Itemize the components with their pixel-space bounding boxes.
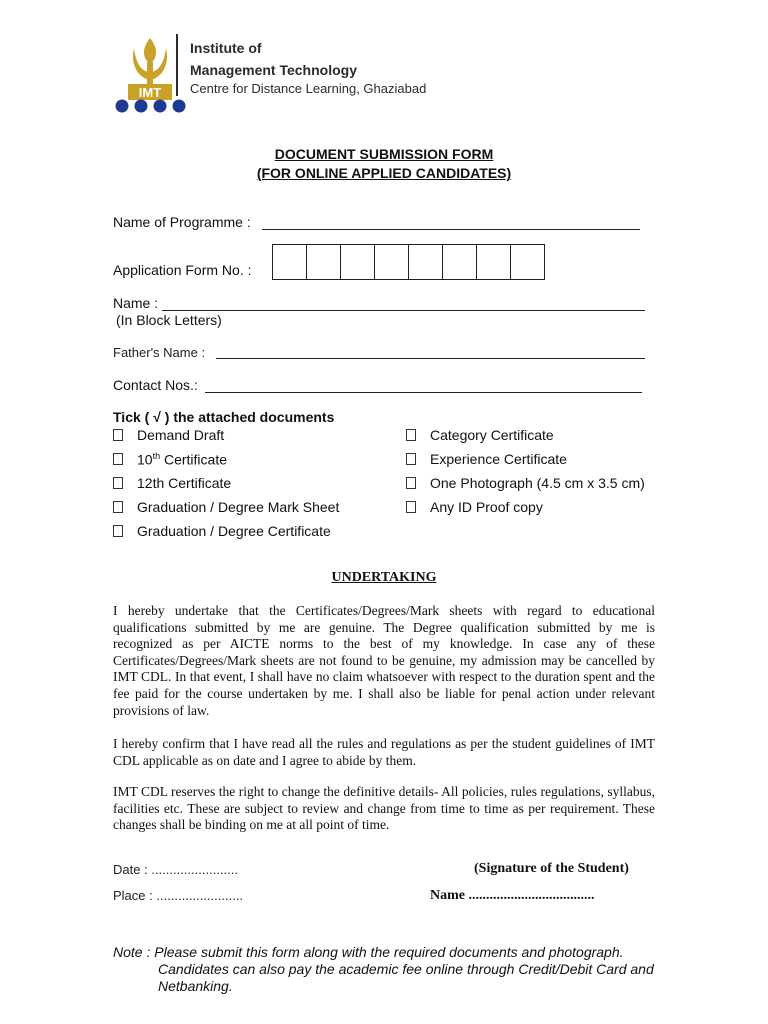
application-digit-box[interactable] bbox=[511, 245, 544, 279]
undertaking-paragraph-2: I hereby confirm that I have read all the rules and regulations as per the student guidelines of IMT CDL applicable as on date and I agree to abide by them. bbox=[113, 736, 655, 768]
name-label: Name : bbox=[113, 295, 159, 311]
checkbox-icon[interactable] bbox=[406, 477, 416, 489]
application-digit-box[interactable] bbox=[273, 245, 307, 279]
checkbox-demand-draft[interactable] bbox=[113, 427, 224, 443]
application-digit-box[interactable] bbox=[341, 245, 375, 279]
checklist-heading: Tick ( √ ) the attached documents bbox=[113, 409, 335, 425]
application-number-boxes bbox=[272, 244, 545, 280]
checkbox-12th-certificate[interactable] bbox=[113, 475, 231, 491]
checkbox-degree-certificate[interactable] bbox=[113, 523, 331, 539]
father-name-label: Father's Name : bbox=[113, 345, 206, 360]
contact-label: Contact Nos.: bbox=[113, 377, 198, 393]
logo-dot-icon bbox=[135, 100, 148, 113]
checkbox-mark-sheet[interactable] bbox=[113, 499, 339, 515]
logo-dots bbox=[114, 98, 190, 114]
name-field[interactable] bbox=[162, 310, 645, 311]
application-digit-box[interactable] bbox=[307, 245, 341, 279]
checkbox-label: 12th Certificate bbox=[137, 475, 232, 491]
logo-emblem-icon bbox=[120, 34, 180, 104]
checkbox-label: Graduation / Degree Certificate bbox=[137, 523, 331, 539]
undertaking-paragraph-3: IMT CDL reserves the right to change the definitive details- All policies, rules regulations, syllabus, facilities etc. These are subject to review and change from time to time as per requirement. These changes shall be binding on me at all point of time. bbox=[113, 784, 655, 833]
form-title: DOCUMENT SUBMISSION FORM bbox=[274, 146, 494, 162]
checkbox-label: Category Certificate bbox=[430, 427, 554, 443]
checkbox-label: One Photograph (4.5 cm x 3.5 cm) bbox=[430, 475, 645, 491]
checkbox-icon[interactable] bbox=[113, 477, 123, 489]
application-label: Application Form No. : bbox=[113, 262, 252, 278]
programme-label: Name of Programme : bbox=[113, 214, 251, 230]
undertaking-paragraph-1: I hereby undertake that the Certificates/Degrees/Mark sheets with regard to educational qualifications submitted by me are genuine. The Degree qualification submitted by me is recognized as per AICTE norms to the best of my knowledge. In case any of these Certificates/Degrees/Mark sheets are not found to be genuine, my admission may be cancelled by IMT CDL. In that event, I shall have no claim whatsoever with respect to the duration spent and the fee paid for the course undertaken by me. I shall also be liable for penal action under relevant provisions of law. bbox=[113, 603, 655, 718]
application-digit-box[interactable] bbox=[409, 245, 443, 279]
checkbox-label: Any ID Proof copy bbox=[430, 499, 543, 515]
note-line-2: Candidates can also pay the academic fee online through Credit/Debit Card and bbox=[158, 961, 654, 977]
checkbox-icon[interactable] bbox=[113, 525, 123, 537]
checkbox-icon[interactable] bbox=[406, 453, 416, 465]
checkbox-label: Demand Draft bbox=[137, 427, 225, 443]
application-digit-box[interactable] bbox=[443, 245, 477, 279]
signature-label: (Signature of the Student) bbox=[474, 861, 629, 876]
checkbox-icon[interactable] bbox=[113, 453, 123, 465]
form-subtitle: (FOR ONLINE APPLIED CANDIDATES) bbox=[256, 165, 512, 181]
checkbox-category-certificate[interactable] bbox=[406, 427, 554, 443]
father-name-field[interactable] bbox=[216, 358, 645, 359]
checkbox-icon[interactable] bbox=[406, 429, 416, 441]
checkbox-10th-certificate[interactable] bbox=[113, 451, 227, 468]
logo-dot-icon bbox=[173, 100, 186, 113]
undertaking-heading: UNDERTAKING bbox=[331, 570, 437, 585]
place-field[interactable]: Place : ........................ bbox=[113, 888, 244, 903]
institute-name-line3: Centre for Distance Learning, Ghaziabad bbox=[190, 81, 427, 96]
name-hint: (In Block Letters) bbox=[116, 312, 222, 328]
checkbox-label: Graduation / Degree Mark Sheet bbox=[137, 499, 340, 515]
application-digit-box[interactable] bbox=[477, 245, 511, 279]
checkbox-label: 10th Certificate bbox=[137, 451, 228, 468]
logo-abbrev: IMT bbox=[138, 85, 162, 100]
programme-field[interactable] bbox=[262, 229, 640, 230]
note-line-1: Note : Please submit this form along with the required documents and photograph. bbox=[113, 944, 624, 960]
checkbox-experience-certificate[interactable] bbox=[406, 451, 567, 467]
checkbox-id-proof[interactable] bbox=[406, 499, 543, 515]
note-line-3: Netbanking. bbox=[158, 978, 233, 994]
checkbox-icon[interactable] bbox=[113, 501, 123, 513]
checkbox-label: Experience Certificate bbox=[430, 451, 567, 467]
logo-dot-icon bbox=[116, 100, 129, 113]
application-digit-box[interactable] bbox=[375, 245, 409, 279]
logo-dot-icon bbox=[154, 100, 167, 113]
institute-name-line1: Institute of bbox=[190, 40, 262, 56]
contact-field[interactable] bbox=[205, 392, 642, 393]
date-field[interactable]: Date : ........................ bbox=[113, 862, 238, 877]
checkbox-icon[interactable] bbox=[113, 429, 123, 441]
checkbox-photograph[interactable] bbox=[406, 475, 645, 491]
logo-divider bbox=[176, 34, 178, 96]
institute-name-line2: Management Technology bbox=[190, 62, 357, 78]
checkbox-icon[interactable] bbox=[406, 501, 416, 513]
student-name-field[interactable]: Name .................................... bbox=[430, 888, 595, 903]
